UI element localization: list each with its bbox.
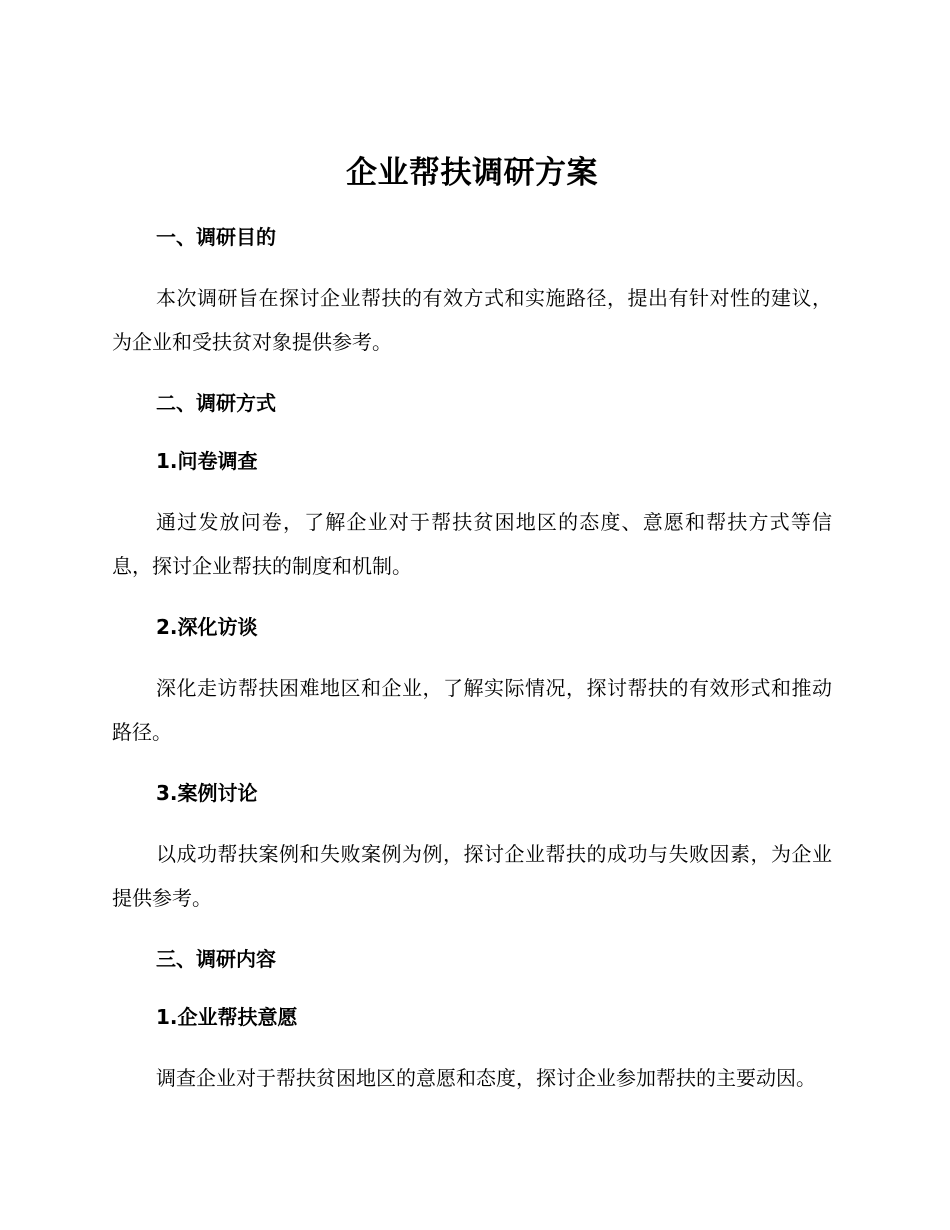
subheading-questionnaire: 1.问卷调查 xyxy=(156,449,258,473)
paragraph-case-discussion: 以成功帮扶案例和失败案例为例，探讨企业帮扶的成功与失败因素，为企业提供参考。 xyxy=(112,842,832,910)
document-page xyxy=(112,148,832,1120)
paragraph-questionnaire: 通过发放问卷，了解企业对于帮扶贫困地区的态度、意愿和帮扶方式等信息，探讨企业帮扶的制度和机制。 xyxy=(112,510,832,578)
subheading-interviews: 2.深化访谈 xyxy=(156,615,258,639)
subheading-case-discussion: 3.案例讨论 xyxy=(156,781,258,805)
paragraph-interviews: 深化走访帮扶困难地区和企业，了解实际情况，探讨帮扶的有效形式和推动路径。 xyxy=(112,676,832,744)
paragraph-willingness: 调查企业对于帮扶贫困地区的意愿和态度，探讨企业参加帮扶的主要动因。 xyxy=(156,1066,816,1090)
document-title: 企业帮扶调研方案 xyxy=(346,155,598,191)
paragraph-purpose: 本次调研旨在探讨企业帮扶的有效方式和实施路径，提出有针对性的建议，为企业和受扶贫对象提供参考。 xyxy=(112,286,832,354)
section-heading-purpose: 一、调研目的 xyxy=(156,225,276,249)
section-heading-methods: 二、调研方式 xyxy=(156,391,276,415)
subheading-willingness: 1.企业帮扶意愿 xyxy=(156,1005,298,1029)
section-heading-content: 三、调研内容 xyxy=(156,947,276,971)
